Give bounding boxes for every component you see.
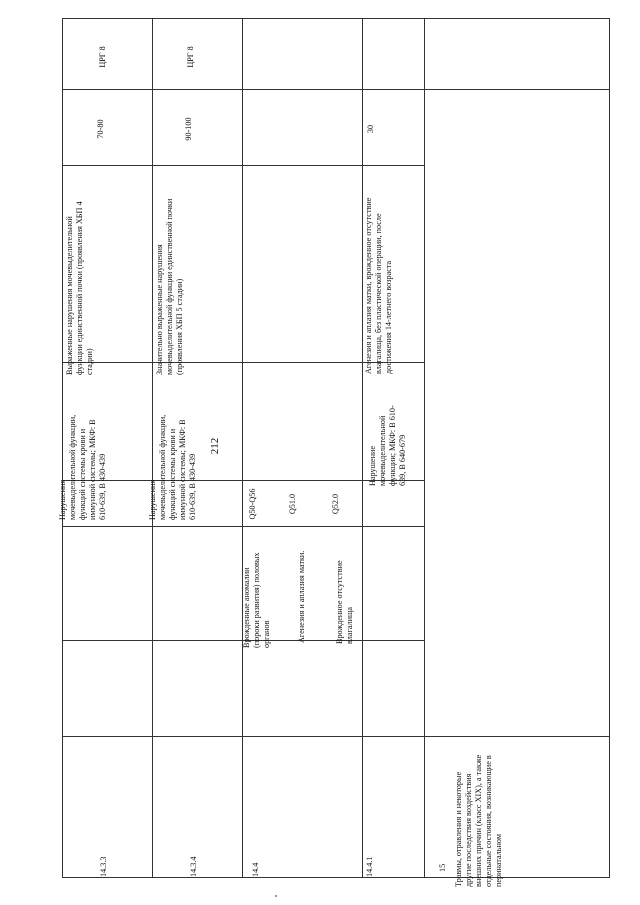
criterion-cell: Нарушения мочевыделительной функции, функций системы крови и иммунной системы; МКФ: В 610-639, В 430-439 xyxy=(148,414,197,520)
col-separator xyxy=(62,736,610,737)
row-code: 14.4.1 xyxy=(365,856,374,877)
table-border-top xyxy=(62,18,610,19)
disease-item-name: Агенезия и аплазия матки. xyxy=(297,550,306,643)
col-separator xyxy=(62,165,425,166)
criterion-cell: Нарушение мочевыделительной функции; МКФ: В 610-639, В 640-679 xyxy=(368,405,407,486)
row-code: 14.3.4 xyxy=(189,856,198,877)
row-separator xyxy=(242,18,243,878)
disease-item-code: Q52.0 xyxy=(331,493,340,515)
table-border-right xyxy=(609,18,610,878)
description-cell: Агенезия и аплазия матки, врожденное отсутствие влагалища, без пластической операции, после достижения 14-летнего возраста xyxy=(364,197,393,374)
disease-item-name: Врожденные аномалии (пороки развития) половых органов xyxy=(242,552,271,648)
row-code: 14.4 xyxy=(251,862,260,877)
criterion-cell: Нарушения мочевыделительной функции, функций системы крови и иммунной системы; МКФ: В 610-639, В 430-439 xyxy=(58,414,107,520)
class-group-cell: Травмы, отравления и некоторые другие последствия воздействия внешних причин (класс XIX), а также отдельные состояния, возникающие в перинатальном xyxy=(454,754,503,887)
row-separator xyxy=(424,18,425,878)
scan-artifact xyxy=(275,895,277,897)
disability-criteria-table xyxy=(58,18,610,887)
page-number: 212 xyxy=(209,437,221,455)
crg-cell: ЦРГ 8 xyxy=(186,46,195,68)
percent-cell: 90-100 xyxy=(184,117,193,141)
percent-cell: 70-80 xyxy=(96,119,105,139)
disease-item-name: Врожденное отсутствие влагалища xyxy=(335,560,354,644)
row-code: 14.3.3 xyxy=(99,856,108,877)
col-separator xyxy=(62,526,425,527)
row-code: 15 xyxy=(438,863,447,872)
percent-cell: 30 xyxy=(366,124,375,134)
description-cell: Значительно выраженные нарушения мочевыделительной функции единственной почки (проявления ХБП 5 стадии) xyxy=(155,198,184,375)
disease-item-code: Q51.0 xyxy=(288,493,297,515)
description-cell: Выраженные нарушения мочевыделительной функции единственной почки (проявления ХБП 4 стадии) xyxy=(65,201,94,375)
col-separator xyxy=(62,89,610,90)
disease-item-code: Q50-Q56 xyxy=(248,488,257,520)
crg-cell: ЦРГ 8 xyxy=(98,46,107,68)
row-separator xyxy=(362,18,363,878)
